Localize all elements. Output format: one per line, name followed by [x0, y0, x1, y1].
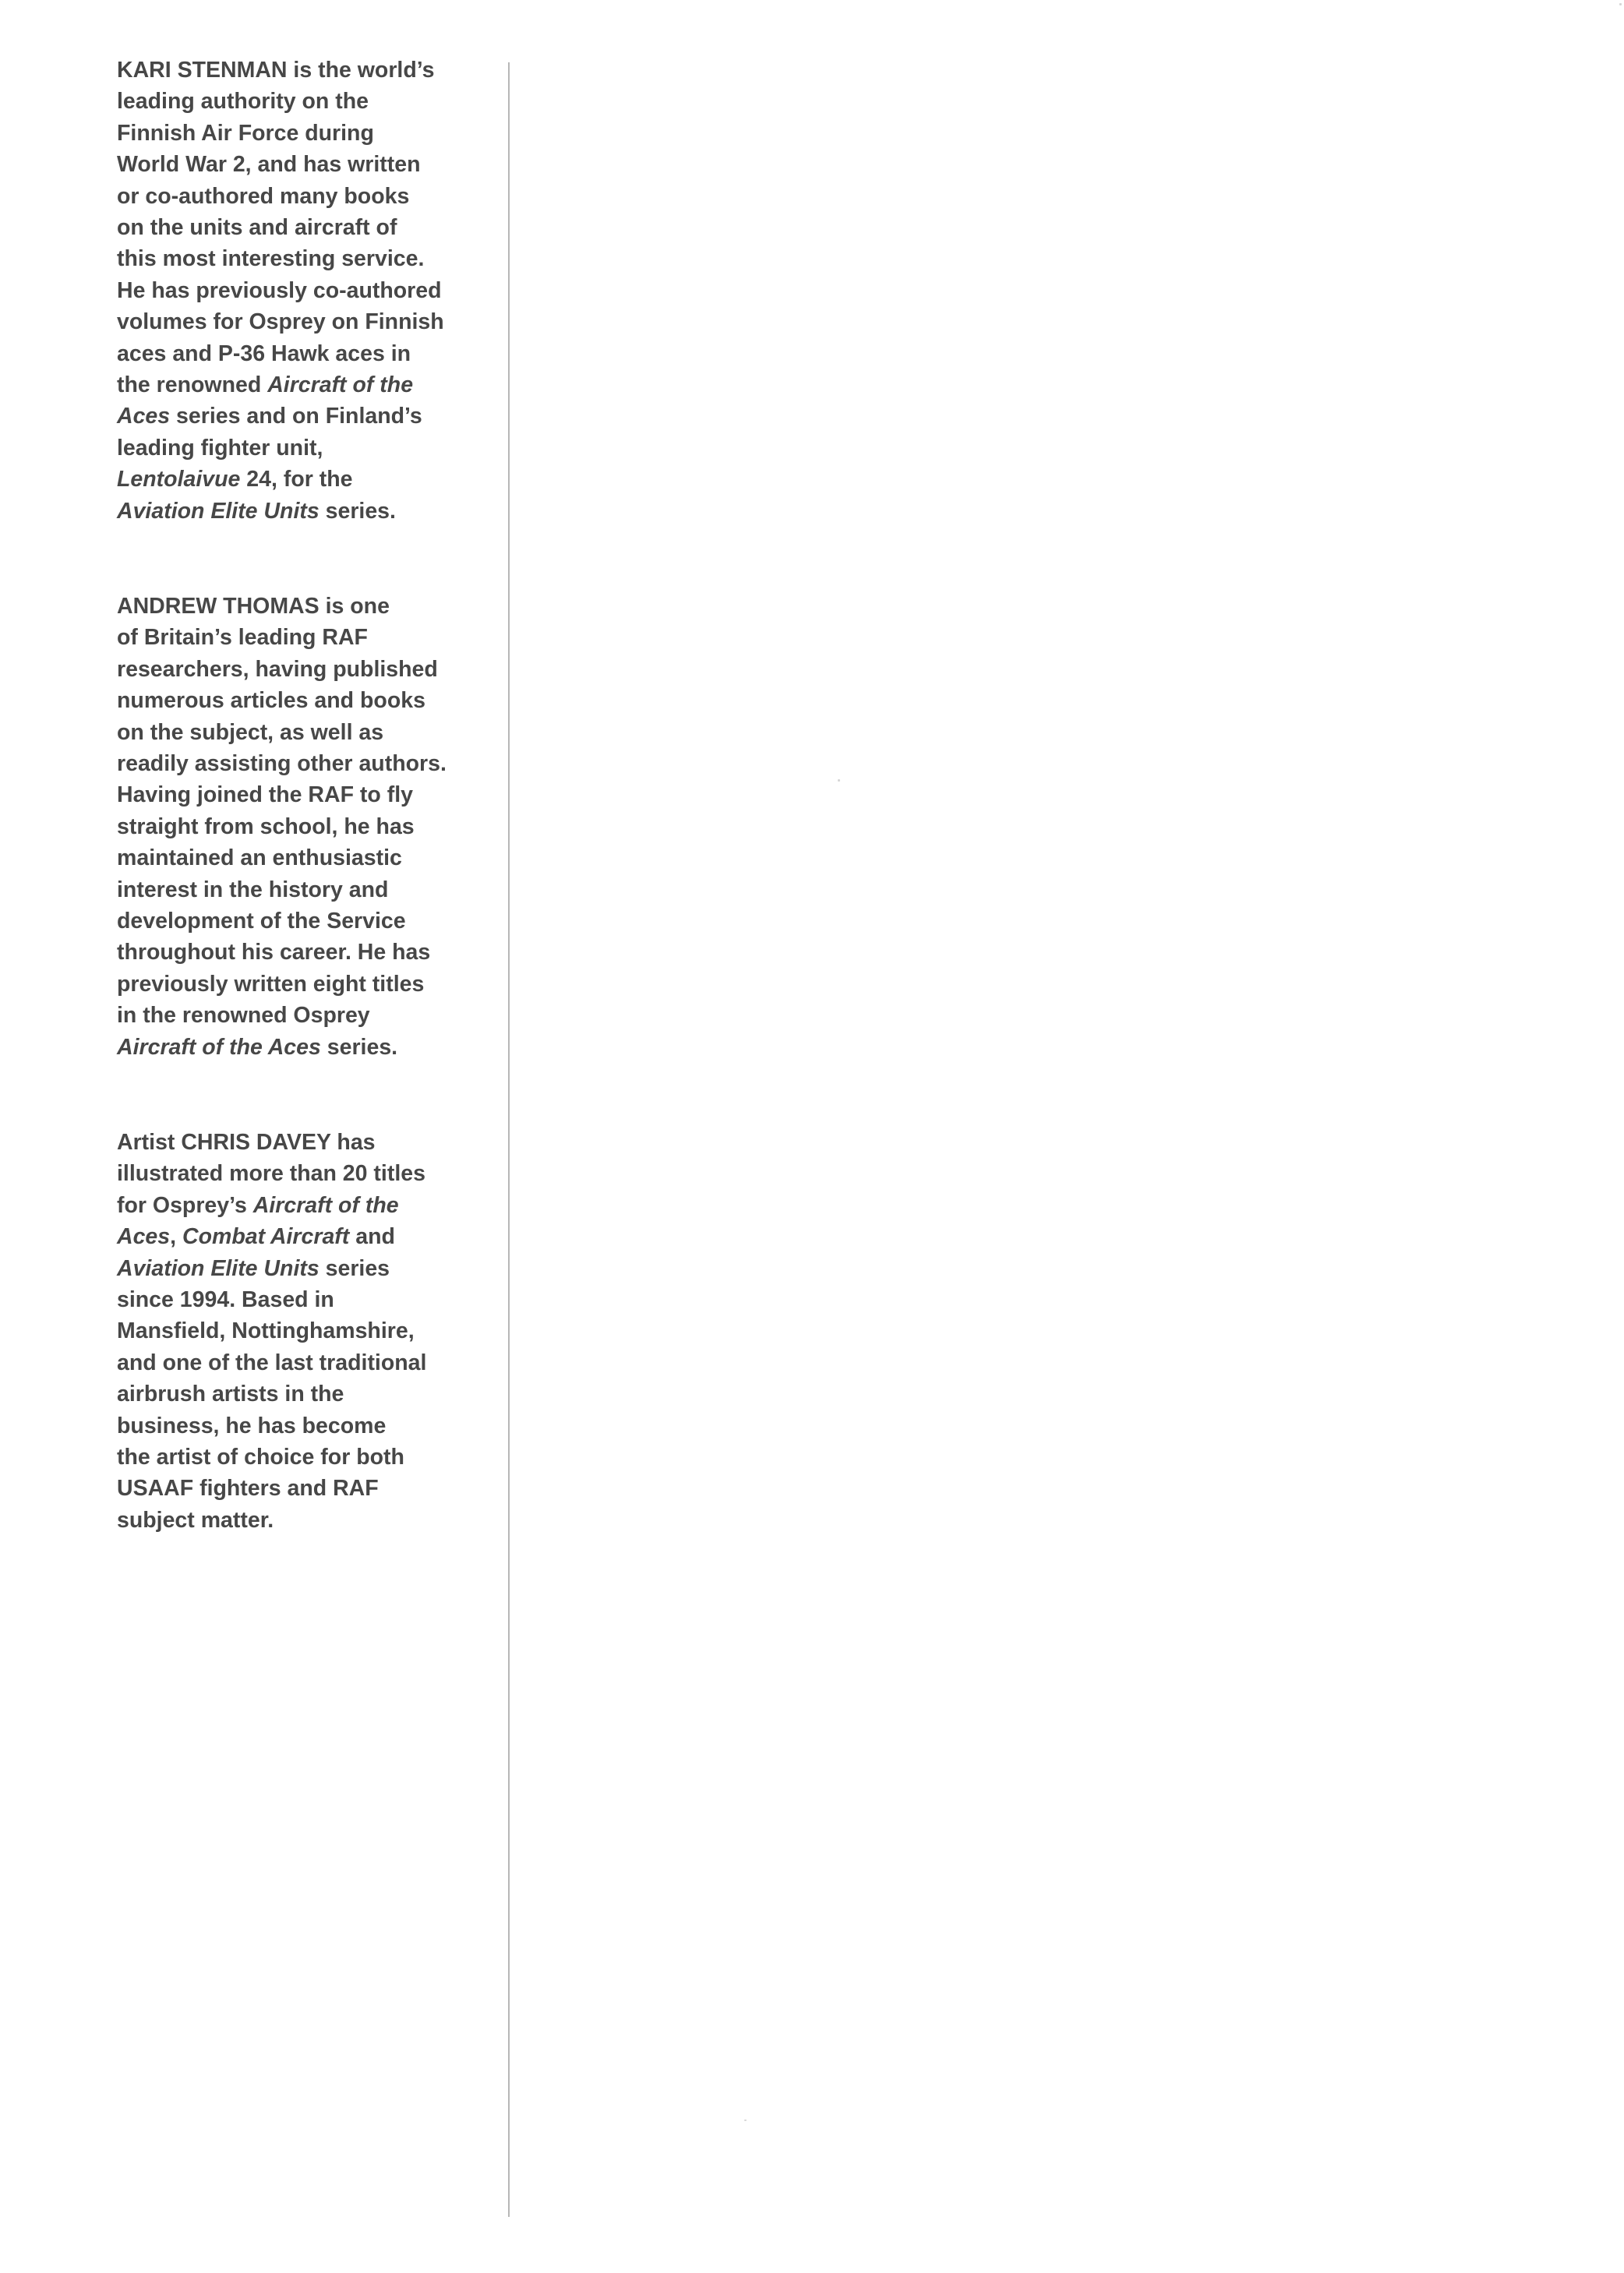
bio-line: Finnish Air Force during: [117, 120, 374, 146]
bio-line: Aviation Elite Units series: [117, 1255, 390, 1281]
column-divider-line: [508, 62, 510, 2217]
series-title: Aces: [117, 1224, 171, 1250]
bio-line: World War 2, and has written: [117, 152, 421, 178]
bio-line: readily assisting other authors.: [117, 751, 447, 777]
series-title: Aircraft of the Aces: [117, 1034, 321, 1060]
scan-speck: [744, 2119, 747, 2121]
scan-speck: [1619, 3, 1622, 5]
bio-line: Aces series and on Finland’s: [117, 404, 422, 429]
scan-speck: [838, 779, 840, 782]
bio-line: business, he has become: [117, 1413, 387, 1438]
bio-line: straight from school, he has: [117, 814, 415, 839]
bio-line: aces and P-36 Hawk aces in: [117, 341, 411, 366]
bio-line: airbrush artists in the: [117, 1382, 344, 1407]
bio-line: leading authority on the: [117, 89, 369, 115]
bio-line: Aviation Elite Units series.: [117, 498, 396, 524]
bio-line: Aircraft of the Aces series.: [117, 1034, 398, 1060]
bio-line: for Osprey’s Aircraft of the: [117, 1192, 399, 1218]
bio-line: and one of the last traditional: [117, 1350, 427, 1375]
series-title: Aviation Elite Units: [117, 1255, 320, 1281]
bio-line: researchers, having published: [117, 656, 438, 682]
bio-kari-stenman: [117, 55, 444, 527]
bio-line: or co-authored many books: [117, 183, 410, 209]
series-title: Aircraft of the: [252, 1192, 399, 1218]
bio-line: on the subject, as well as: [117, 719, 384, 745]
bio-line: throughout his career. He has: [117, 940, 431, 965]
series-title: Aces: [117, 404, 171, 429]
bio-line: leading fighter unit,: [117, 435, 323, 461]
bio-line: Having joined the RAF to fly: [117, 782, 414, 808]
bio-line: He has previously co-authored: [117, 277, 442, 303]
bio-line: development of the Service: [117, 909, 406, 934]
bio-line: Mansfield, Nottinghamshire,: [117, 1318, 415, 1344]
bio-line: illustrated more than 20 titles: [117, 1161, 425, 1187]
bio-line: ANDREW THOMAS is one: [117, 594, 390, 619]
bio-line: subject matter.: [117, 1507, 274, 1533]
bio-line: previously written eight titles: [117, 971, 425, 997]
bio-line: since 1994. Based in: [117, 1287, 334, 1313]
bio-line: the artist of choice for both: [117, 1445, 404, 1470]
unit-name: Lentolaivue: [117, 467, 241, 492]
bio-line: maintained an enthusiastic: [117, 845, 402, 871]
series-title: Aviation Elite Units: [117, 498, 320, 524]
bio-line: KARI STENMAN is the world’s: [117, 58, 435, 83]
bio-line: Aces, Combat Aircraft and: [117, 1224, 395, 1250]
bio-andrew-thomas: [117, 591, 447, 1063]
bio-line: USAAF fighters and RAF: [117, 1476, 379, 1502]
bio-line: in the renowned Osprey: [117, 1003, 370, 1029]
bio-line: interest in the history and: [117, 877, 389, 902]
bio-line: on the units and aircraft of: [117, 215, 397, 241]
bio-chris-davey: [117, 1127, 426, 1536]
bio-line: Artist CHRIS DAVEY has: [117, 1130, 376, 1155]
bio-line: of Britain’s leading RAF: [117, 625, 368, 651]
bio-line: volumes for Osprey on Finnish: [117, 309, 444, 335]
bio-line: Lentolaivue 24, for the: [117, 467, 353, 492]
series-title: Combat Aircraft: [182, 1224, 350, 1250]
bio-line: numerous articles and books: [117, 688, 425, 714]
bio-line: the renowned Aircraft of the: [117, 372, 414, 398]
series-title: Aircraft of the: [267, 372, 414, 398]
bio-line: this most interesting service.: [117, 246, 425, 272]
